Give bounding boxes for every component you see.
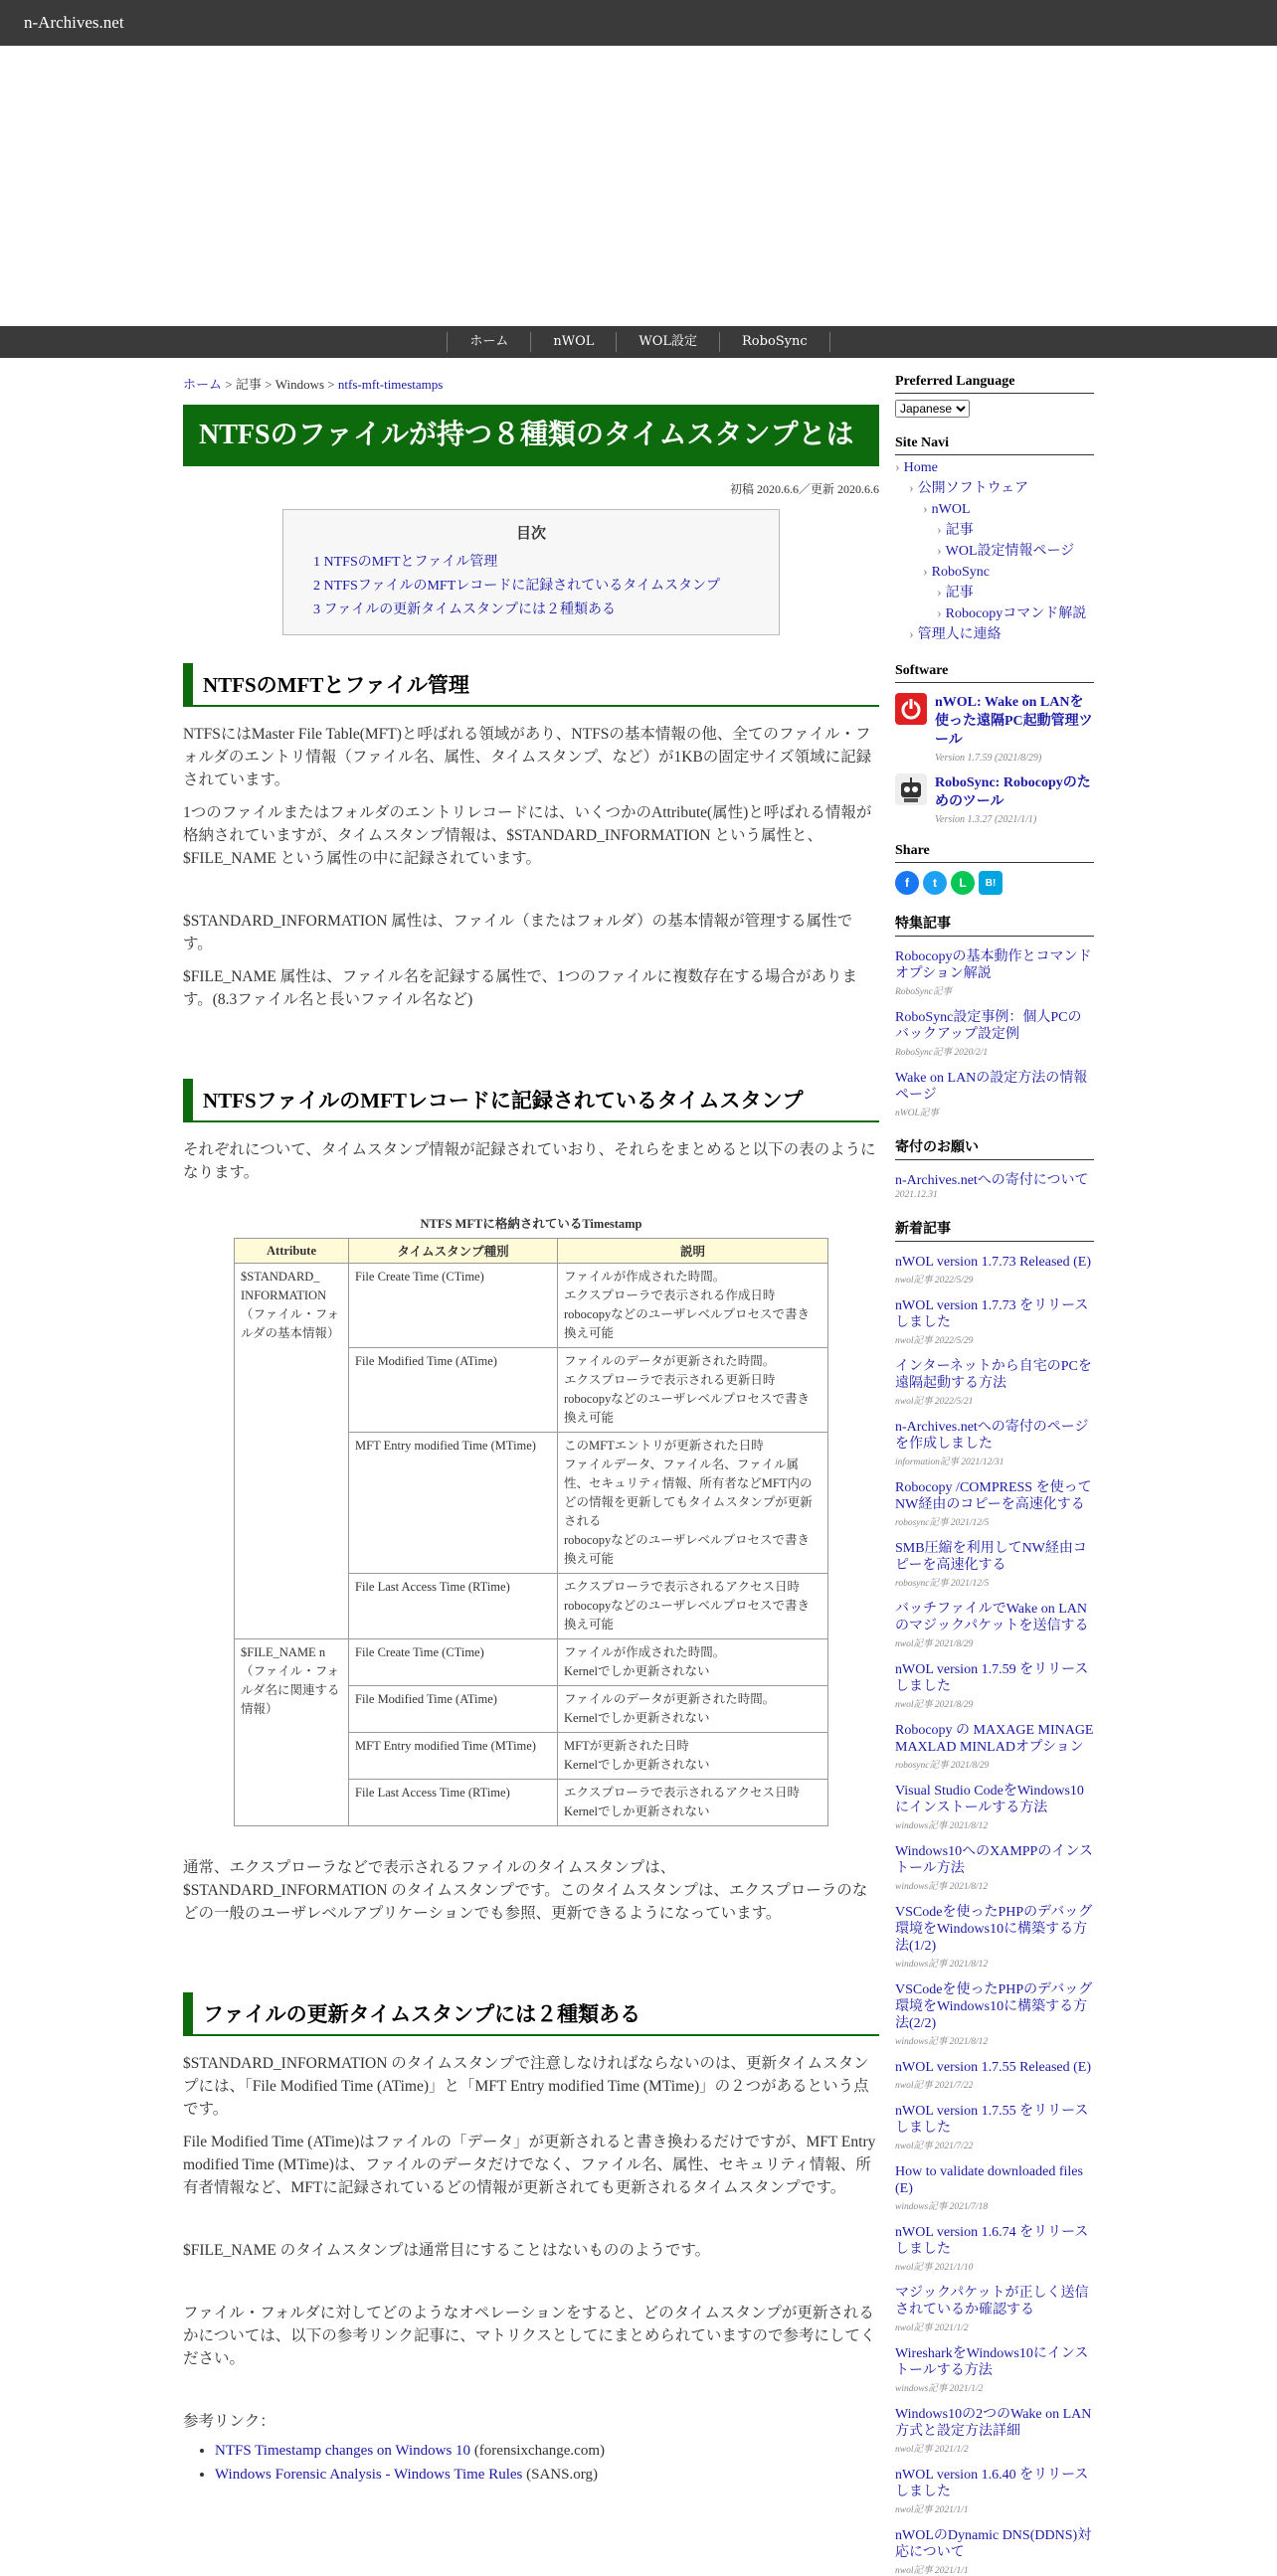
breadcrumb-sep: > (261, 377, 275, 392)
desc-cell: ファイルが作成された時間。 エクスプローラで表示される作成日時 robocopyなどのユーザレベルプロセスで書き換え可能 (558, 1264, 828, 1348)
article-meta: information記事 2021/12/31 (895, 1458, 1004, 1467)
type-cell: File Modified Time (ATime) (349, 1686, 558, 1733)
type-cell: File Last Access Time (RTime) (349, 1780, 558, 1826)
navi-item[interactable]: 公開ソフトウェア (917, 481, 1029, 496)
sidebar-heading: Share (895, 843, 1094, 863)
type-cell: File Create Time (CTime) (349, 1264, 558, 1348)
nav-wol-settings[interactable]: WOL設定 (616, 332, 719, 352)
article-meta: RoboSync記事 (895, 987, 952, 997)
desc-cell: ファイルが作成された時間。 Kernelでしか更新されない (558, 1639, 828, 1686)
article-meta: nwol記事 2022/5/21 (895, 1397, 974, 1407)
list-item (895, 1540, 1094, 1589)
type-cell: File Last Access Time (RTime) (349, 1574, 558, 1639)
line-icon[interactable]: L (951, 871, 975, 895)
site-logo-link[interactable]: n-Archives.net (24, 13, 124, 32)
sidebar-heading: Software (895, 663, 1094, 683)
article-link[interactable]: nWOL version 1.7.59 をリリースしました (895, 1662, 1089, 1694)
list-item (895, 1479, 1094, 1528)
reference-source: (forensixchange.com) (470, 2443, 606, 2459)
toc-item[interactable]: 2 NTFSファイルのMFTレコードに記録されているタイムスタンプ (313, 579, 720, 594)
navi-item[interactable]: nWOL (931, 502, 971, 517)
main-nav (0, 326, 1277, 358)
table-header: 説明 (558, 1239, 828, 1264)
article-meta: windows記事 2021/8/12 (895, 2037, 989, 2047)
software-link[interactable]: nWOL: Wake on LANを使った遠隔PC起動管理ツール (935, 695, 1093, 748)
facebook-icon[interactable]: f (895, 871, 919, 895)
list-item (895, 1843, 1094, 1892)
breadcrumb-subcategory: Windows (274, 377, 325, 392)
references-label: 参考リンク： (183, 2413, 275, 2430)
new-articles-list (895, 1254, 1094, 2576)
reference-link[interactable]: Windows Forensic Analysis - Windows Time Rules (215, 2467, 523, 2483)
article-meta: nwol記事 2021/1/1 (895, 2566, 969, 2576)
article-link[interactable]: How to validate downloaded files (E) (895, 2164, 1083, 2196)
article-meta: robosync記事 2021/12/5 (895, 1518, 990, 1528)
article-link[interactable]: VSCodeを使ったPHPのデバッグ環境をWindows10に構築する方法(1/2) (895, 1905, 1093, 1954)
article-link[interactable]: VSCodeを使ったPHPのデバッグ環境をWindows10に構築する方法(2/2) (895, 1982, 1093, 2031)
paragraph: $FILE_NAME 属性は、ファイル名を記録する属性で、1つのファイルに複数存在する場合があります。(8.3ファイル名と長いファイル名など) (183, 968, 858, 1008)
paragraph: 通常、エクスプローラなどで表示されるファイルのタイムスタンプは、$STANDARD_INFORMATION のタイムスタンプです。このタイムスタンプは、エクスプローラのなどの一般のユーザレベルアプリケーションでも参照、更新できるようになっています。 (183, 1859, 868, 1922)
paragraph: $STANDARD_INFORMATION 属性は、ファイル（またはフォルダ）の基本情報が管理する属性です。 (183, 913, 853, 952)
type-cell: File Modified Time (ATime) (349, 1348, 558, 1433)
article-meta: windows記事 2021/8/12 (895, 1960, 989, 1970)
article-link[interactable]: Robocopy の MAXAGE MINAGE MAXLAD MINLADオプション (895, 1723, 1094, 1755)
table-of-contents (282, 509, 780, 635)
attribute-cell: $STANDARD_ INFORMATION （ファイル・フォルダの基本情報） (235, 1264, 349, 1639)
software-item[interactable] (895, 693, 1094, 764)
software-item[interactable] (895, 773, 1094, 825)
post-dates: 初稿 2020.6.6／更新 2020.6.6 (729, 482, 879, 496)
language-select[interactable] (895, 400, 970, 418)
sidebar (895, 374, 1094, 2576)
list-item (895, 1297, 1094, 1346)
article-link[interactable]: nWOL version 1.7.73 Released (E) (895, 1255, 1091, 1270)
nav-home[interactable]: ホーム (447, 332, 530, 352)
navi-item[interactable]: RoboSync (931, 565, 991, 580)
list-item (895, 1419, 1094, 1467)
list-item (895, 2103, 1094, 2151)
nav-robosync[interactable]: RoboSync (719, 332, 830, 352)
article-meta: windows記事 2021/7/18 (895, 2202, 989, 2212)
table-row (235, 1639, 828, 1686)
paragraph: ファイル・フォルダに対してどのようなオペレーションをすると、どのタイムスタンプが更新されるかについては、以下の参考リンク記事に、マトリクスとしてにまとめられていますので参考にしてください。 (183, 2305, 876, 2367)
list-item (215, 2463, 879, 2487)
list-item (895, 1981, 1094, 2047)
list-item (895, 1722, 1094, 1771)
section-heading: ファイルの更新タイムスタンプには２種類ある (183, 1992, 879, 2036)
list-item (895, 2059, 1094, 2091)
navi-item[interactable]: 管理人に連絡 (917, 627, 1002, 642)
article-link[interactable]: n-Archives.netへの寄付について (895, 1173, 1089, 1188)
reference-link[interactable]: NTFS Timestamp changes on Windows 10 (215, 2443, 471, 2459)
article-meta: nwol記事 2022/5/29 (895, 1276, 974, 1286)
article-link[interactable]: Windows10へのXAMPPのインストール方法 (895, 1844, 1093, 1876)
site-navi (895, 457, 1094, 645)
list-item (895, 2406, 1094, 2455)
toc-item[interactable]: 3 ファイルの更新タイムスタンプには２種類ある (313, 602, 616, 617)
navi-item[interactable]: WOL設定情報ページ (945, 544, 1075, 559)
list-item (895, 2467, 1094, 2515)
desc-cell: エクスプローラで表示されるアクセス日時 robocopyなどのユーザレベルプロセスで書き換え可能 (558, 1574, 828, 1639)
article-meta: nwol記事 2021/1/1 (895, 2505, 969, 2515)
article-link[interactable]: マジックパケットが正しく送信されているか確認する (895, 2286, 1089, 2318)
references-list (215, 2439, 879, 2487)
article-link[interactable]: Windows10の2つのWake on LAN方式と設定方法詳細 (895, 2407, 1092, 2439)
article-meta: nwol記事 2021/8/29 (895, 1700, 974, 1710)
table-header: タイムスタンプ種別 (349, 1239, 558, 1264)
share-buttons (895, 871, 1094, 895)
list-item (895, 1070, 1094, 1118)
site-header (0, 0, 1277, 46)
paragraph: 1つのファイルまたはフォルダのエントリレコードには、いくつかのAttribute(属性)と呼ばれる情報が格納されていますが、タイムスタンプ情報は、$STANDARD_INFORMATION という属性と、$FILE_NAME という属性の中に記録されています。 (183, 804, 872, 867)
article-link[interactable]: Robocopy /COMPRESS を使ってNW経由のコピーを高速化する (895, 1480, 1092, 1512)
article-link[interactable]: nWOL version 1.7.55 をリリースしました (895, 2104, 1089, 2136)
navi-item[interactable]: 記事 (945, 586, 974, 601)
article-link[interactable]: WiresharkをWindows10にインストールする方法 (895, 2346, 1089, 2378)
table-row (235, 1264, 828, 1348)
article-link[interactable]: RoboSync設定事例：個人PCのバックアップ設定例 (895, 1010, 1082, 1042)
article-link[interactable]: nWOL version 1.7.73 をリリースしました (895, 1298, 1089, 1330)
sidebar-heading: 新着記事 (895, 1218, 1094, 1242)
paragraph: $STANDARD_INFORMATION のタイムスタンプで注意しなければならないのは、更新タイムスタンプには、「File Modified Time (ATime)」と「MFT Entry modified Time (MTime)」の２つがあるという点です。 (183, 2055, 869, 2118)
navi-item[interactable]: Home (903, 460, 938, 475)
breadcrumb-current[interactable]: ntfs-mft-timestamps (337, 377, 444, 392)
featured-list (895, 948, 1094, 1118)
type-cell: MFT Entry modified Time (MTime) (349, 1433, 558, 1574)
list-item (895, 1172, 1094, 1200)
article-meta: robosync記事 2021/8/29 (895, 1761, 990, 1771)
article-link[interactable]: Wake on LANの設定方法の情報ページ (895, 1071, 1088, 1103)
breadcrumb-home[interactable]: ホーム (183, 377, 223, 392)
type-cell: MFT Entry modified Time (MTime) (349, 1733, 558, 1780)
article-meta: RoboSync記事 2020/2/1 (895, 1048, 989, 1058)
breadcrumb-sep: > (324, 377, 338, 392)
article-meta: nwol記事 2021/1/10 (895, 2263, 974, 2273)
timestamp-table (234, 1238, 828, 1826)
article-link[interactable]: nWOL version 1.6.74 をリリースしました (895, 2225, 1089, 2257)
article-meta: nwol記事 2021/1/2 (895, 2323, 969, 2333)
list-item (895, 1358, 1094, 1407)
list-item (215, 2439, 879, 2463)
article-link[interactable]: SMB圧縮を利用してNW経由コピーを高速化する (895, 1541, 1087, 1573)
list-item (895, 1009, 1094, 1058)
paragraph: File Modified Time (ATime)はファイルの「データ」が更新されると書き換わるだけですが、MFT Entry modified Time (MTime)は、ファイルのデータだけでなく、ファイル名、属性、セキュリティ情報、所有者情報など、MFTに記録されているどの情報が更新されても更新されるタイムスタンプです。 (183, 2134, 876, 2196)
breadcrumb-category: 記事 (235, 377, 262, 392)
software-version: Version 1.3.27 (2021/1/1) (935, 814, 1037, 825)
list-item (895, 1783, 1094, 1831)
article-link[interactable]: nWOL version 1.7.55 Released (E) (895, 2060, 1091, 2075)
type-cell: File Create Time (CTime) (349, 1639, 558, 1686)
article-meta: nWOL記事 (895, 1109, 939, 1118)
list-item (895, 2527, 1094, 2576)
ad-space (0, 46, 1277, 326)
toc-item[interactable]: 1 NTFSのMFTとファイル管理 (313, 555, 498, 570)
navi-item[interactable]: 記事 (945, 523, 974, 538)
article-meta: 2021.12.31 (895, 1190, 938, 1200)
nav-nwol[interactable]: nWOL (530, 332, 616, 352)
robot-icon (895, 773, 927, 805)
sidebar-heading: 特集記事 (895, 913, 1094, 937)
list-item (895, 1904, 1094, 1970)
list-item (895, 1661, 1094, 1710)
article-link[interactable]: インターネットから自宅のPCを遠隔起動する方法 (895, 1359, 1092, 1391)
article-link[interactable]: Robocopyの基本動作とコマンドオプション解説 (895, 949, 1092, 981)
article-link[interactable]: n-Archives.netへの寄付のページを作成しました (895, 1420, 1089, 1452)
paragraph: それぞれについて、タイムスタンプ情報が記録されていおり、それらをまとめると以下の表のようになります。 (183, 1141, 876, 1181)
software-link[interactable]: RoboSync: Robocopyのためのツール (935, 775, 1091, 809)
page-title: NTFSのファイルが持つ８種類のタイムスタンプとは (183, 405, 879, 466)
breadcrumb-sep: > (222, 377, 236, 392)
navi-item[interactable]: Robocopyコマンド解説 (945, 606, 1087, 621)
paragraph: $FILE_NAME のタイムスタンプは通常目にすることはないもののようです。 (183, 2242, 711, 2259)
sidebar-heading: 寄付のお願い (895, 1136, 1094, 1160)
article-link[interactable]: バッチファイルでWake on LANのマジックパケットを送信する (895, 1602, 1089, 1633)
article-meta: nwol記事 2021/1/2 (895, 2445, 969, 2455)
article-meta: windows記事 2021/8/12 (895, 1882, 989, 1892)
article-meta: robosync記事 2021/12/5 (895, 1579, 990, 1589)
hatena-icon[interactable]: B! (979, 871, 1003, 895)
software-version: Version 1.7.59 (2021/8/29) (935, 753, 1042, 764)
article-meta: windows記事 2021/1/2 (895, 2384, 984, 2394)
list-item (895, 1254, 1094, 1286)
breadcrumb (183, 374, 879, 393)
article-link[interactable]: nWOLのDynamic DNS(DDNS)対応について (895, 2528, 1092, 2560)
reference-source: (SANS.org) (522, 2467, 598, 2483)
twitter-icon[interactable]: t (923, 871, 947, 895)
section-heading: NTFSのMFTとファイル管理 (183, 663, 879, 707)
paragraph: NTFSにはMaster File Table(MFT)と呼ばれる領域があり、NTFSの基本情報の他、全てのファイル・フォルダのエントリ情報（ファイル名、属性、タイムスタンプ、など）が1KBの固定サイズ領域に記録されています。 (183, 726, 872, 788)
sidebar-heading: Preferred Language (895, 374, 1094, 394)
toc-title: 目次 (515, 526, 546, 542)
desc-cell: エクスプローラで表示されるアクセス日時 Kernelでしか更新されない (558, 1780, 828, 1826)
article-meta: nwol記事 2021/7/22 (895, 2142, 974, 2151)
desc-cell: ファイルのデータが更新された時間。 エクスプローラで表示される更新日時 robocopyなどのユーザレベルプロセスで書き換え可能 (558, 1348, 828, 1433)
article-meta: nwol記事 2021/8/29 (895, 1639, 974, 1649)
article-link[interactable]: Visual Studio CodeをWindows10にインストールする方法 (895, 1784, 1084, 1815)
section-heading: NTFSファイルのMFTレコードに記録されているタイムスタンプ (183, 1079, 879, 1122)
desc-cell: ファイルのデータが更新された時間。 Kernelでしか更新されない (558, 1686, 828, 1733)
donation-list (895, 1172, 1094, 1200)
list-item (895, 2163, 1094, 2212)
article-meta: windows記事 2021/8/12 (895, 1821, 989, 1831)
sidebar-heading: Site Navi (895, 435, 1094, 455)
power-icon (895, 693, 927, 725)
list-item (895, 948, 1094, 997)
attribute-cell: $FILE_NAME n （ファイル・フォルダ名に関連する情報） (235, 1639, 349, 1826)
article-link[interactable]: nWOL version 1.6.40 をリリースしました (895, 2468, 1089, 2499)
list-item (895, 2224, 1094, 2273)
main-content (183, 374, 879, 2487)
list-item (895, 2345, 1094, 2394)
desc-cell: MFTが更新された日時 Kernelでしか更新されない (558, 1733, 828, 1780)
list-item (895, 2285, 1094, 2333)
desc-cell: このMFTエントリが更新された日時 ファイルデータ、ファイル名、ファイル属性、セキュリティ情報、所有者などMFT内のどの情報を更新してもタイムスタンプが更新される robocopyなどのユーザレベルプロセスで書き換え可能 (558, 1433, 828, 1574)
table-header: Attribute (235, 1239, 349, 1264)
list-item (895, 1601, 1094, 1649)
article-meta: nwol記事 2022/5/29 (895, 1336, 974, 1346)
article-meta: nwol記事 2021/7/22 (895, 2081, 974, 2091)
table-caption: NTFS MFTに格納されているTimestamp (420, 1217, 642, 1231)
